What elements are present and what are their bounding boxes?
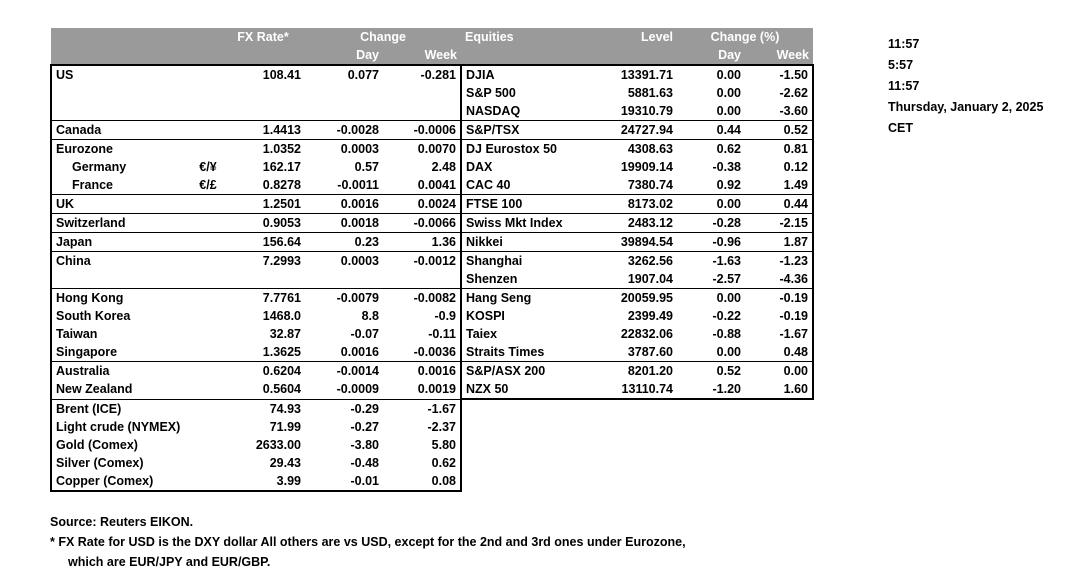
table-row (51, 454, 813, 472)
row-pair-label (195, 102, 221, 121)
row-pair-label (195, 418, 221, 436)
row-pair-label (195, 65, 221, 84)
table-row (51, 158, 813, 176)
row-change-day (305, 102, 383, 121)
clock-time-2: 5:57 (888, 58, 914, 72)
table-row (51, 362, 813, 381)
row-change-week: 2.48 (431, 160, 456, 174)
row-equity-day (677, 399, 745, 418)
row-equity-week: -4.36 (745, 270, 813, 289)
row-equity-week: 1.49 (745, 176, 813, 195)
row-change-day: 0.57 (354, 160, 379, 174)
row-equity-day: 0.00 (677, 289, 745, 308)
row-name: Canada (51, 121, 195, 140)
row-name: China (51, 252, 195, 271)
row-equity-day: -2.57 (712, 272, 741, 286)
row-equity-day: -0.22 (712, 309, 741, 323)
row-fx-rate: 3.99 (221, 472, 305, 491)
row-equity-week: 1.87 (745, 233, 813, 252)
table-row (51, 65, 813, 84)
row-equity-name: DAX (461, 158, 583, 176)
row-equity-level: 8173.02 (583, 195, 677, 214)
table-row (51, 418, 813, 436)
row-pair-label (195, 270, 221, 289)
row-equity-week: 0.00 (745, 362, 813, 381)
row-equity-name: Nikkei (461, 233, 583, 252)
row-equity-level (583, 399, 677, 418)
clock-time-3: 11:57 (888, 79, 920, 93)
row-equity-day: 0.92 (716, 178, 741, 192)
header-blank-pair-2 (195, 46, 221, 65)
table-row (51, 252, 813, 271)
row-equity-day: 0.00 (716, 104, 741, 118)
row-name: UK (51, 195, 195, 214)
row-equity-day: -0.88 (712, 327, 741, 341)
row-change-day: -0.07 (350, 327, 379, 341)
row-equity-level (583, 454, 677, 472)
row-name: Gold (Comex) (51, 436, 195, 454)
row-equity-day: -0.28 (677, 214, 745, 233)
row-change-day: 0.0018 (305, 214, 383, 233)
row-name: Japan (51, 233, 195, 252)
row-change-week: 0.0041 (417, 178, 456, 192)
row-name: Silver (Comex) (51, 454, 195, 472)
row-pair-label (195, 121, 221, 140)
row-name: Singapore (51, 343, 195, 362)
row-pair-label (195, 472, 221, 491)
row-change-day: 0.0016 (340, 345, 379, 359)
header-blank-level-2 (583, 46, 677, 65)
row-equity-week (745, 418, 813, 436)
table-row (51, 307, 813, 325)
row-fx-rate: 1.0352 (221, 140, 305, 159)
row-equity-level: 2483.12 (583, 214, 677, 233)
row-change-week: 0.62 (383, 454, 461, 472)
row-change-week (383, 270, 461, 289)
row-equity-level: 5881.63 (627, 86, 673, 100)
row-equity-level (583, 418, 677, 436)
row-pair-label (195, 140, 221, 159)
footnotes (50, 512, 686, 572)
table-row (51, 121, 813, 140)
table-header (51, 28, 813, 65)
row-change-day: -0.01 (305, 472, 383, 491)
row-equity-name: KOSPI (461, 307, 583, 325)
header-row-1 (51, 28, 813, 46)
row-equity-week (745, 472, 813, 491)
row-change-day: -3.80 (350, 438, 379, 452)
row-change-day: -0.0079 (305, 289, 383, 308)
row-equity-week: -2.15 (745, 214, 813, 233)
row-equity-week: -3.60 (745, 102, 813, 121)
row-name: Germany (51, 158, 195, 176)
row-fx-rate (221, 102, 305, 121)
row-equity-level: 20059.95 (583, 289, 677, 308)
row-equity-name (461, 472, 583, 491)
row-name: Hong Kong (51, 289, 195, 308)
row-fx-rate: 1.2501 (221, 195, 305, 214)
row-change-day (305, 84, 383, 102)
row-equity-week (745, 399, 813, 418)
table-row (51, 289, 813, 308)
row-change-week: -0.281 (383, 65, 461, 84)
row-name (51, 270, 195, 289)
row-change-day: -0.48 (350, 456, 379, 470)
row-change-week: -0.0006 (383, 121, 461, 140)
row-pair-label (195, 233, 221, 252)
row-equity-day (677, 418, 745, 436)
clock-time-1: 11:57 (888, 37, 920, 51)
row-equity-level: 3262.56 (583, 252, 677, 271)
row-change-week: 0.0019 (417, 382, 456, 397)
row-equity-level: 2399.49 (627, 309, 673, 323)
row-change-week: -0.0082 (383, 289, 461, 308)
row-equity-name (461, 436, 583, 454)
row-name: Light crude (NYMEX) (51, 418, 195, 436)
row-name: New Zealand (51, 380, 195, 399)
row-name: Copper (Comex) (51, 472, 195, 491)
row-change-week: -2.37 (383, 418, 461, 436)
row-equity-day: 0.62 (677, 140, 745, 159)
table-body (51, 65, 813, 491)
row-equity-name (461, 454, 583, 472)
row-equity-week: -0.19 (745, 289, 813, 308)
row-change-day: -0.0011 (337, 178, 379, 192)
row-change-week: 1.36 (383, 233, 461, 252)
table-row (51, 214, 813, 233)
header-blank-pair (195, 28, 221, 46)
header-day: Day (305, 46, 383, 65)
row-change-day: -0.0028 (305, 121, 383, 140)
row-change-day: 0.0003 (305, 140, 383, 159)
row-change-day: -0.0009 (336, 382, 379, 397)
row-equity-week: 0.81 (745, 140, 813, 159)
table-row (51, 343, 813, 362)
row-equity-name: Swiss Mkt Index (461, 214, 583, 233)
row-equity-day: 0.44 (677, 121, 745, 140)
footnote-line-1: * FX Rate for USD is the DXY dollar All others are vs USD, except for the 2nd and 3rd ones under Eurozone, (50, 535, 686, 549)
row-pair-label (195, 84, 221, 102)
row-fx-rate (221, 270, 305, 289)
row-equity-name: S&P/TSX (461, 121, 583, 140)
row-change-day (305, 270, 383, 289)
row-change-week: -0.0066 (383, 214, 461, 233)
row-change-week: 5.80 (383, 436, 461, 454)
row-fx-rate: 71.99 (269, 420, 301, 434)
row-change-day: 0.077 (305, 65, 383, 84)
row-change-week: 0.0024 (383, 195, 461, 214)
row-equity-day: 0.00 (677, 195, 745, 214)
row-change-day: 0.0003 (305, 252, 383, 271)
header-week: Week (383, 46, 461, 65)
row-equity-day (677, 472, 745, 491)
header-eq-week: Week (745, 46, 813, 65)
row-equity-level: 4308.63 (583, 140, 677, 159)
table-row (51, 380, 813, 399)
row-name: Australia (51, 362, 195, 381)
table-row (51, 195, 813, 214)
row-name: France (51, 176, 195, 195)
row-equity-level: 1907.04 (627, 272, 673, 286)
row-pair-label (195, 399, 221, 418)
row-pair-label: €/¥ (199, 160, 217, 174)
row-equity-name: S&P/ASX 200 (461, 362, 583, 381)
row-equity-week (745, 436, 813, 454)
row-change-day: -0.29 (305, 399, 383, 418)
table-row (51, 233, 813, 252)
row-change-week: 0.08 (383, 472, 461, 491)
table-row (51, 325, 813, 343)
row-equity-week: 0.44 (745, 195, 813, 214)
row-fx-rate: 108.41 (221, 65, 305, 84)
row-pair-label (195, 436, 221, 454)
row-equity-week: -2.62 (745, 84, 813, 102)
row-equity-day: -0.38 (712, 160, 741, 174)
clock-date: Thursday, January 2, 2025 (888, 100, 1044, 114)
row-equity-name (461, 399, 583, 418)
row-equity-name: S&P 500 (461, 84, 583, 102)
row-equity-day (677, 454, 745, 472)
row-equity-level: 13110.74 (621, 382, 673, 396)
row-equity-week: 0.12 (745, 158, 813, 176)
row-change-week: -0.11 (428, 327, 456, 341)
row-change-week: 0.0016 (383, 362, 461, 381)
row-change-week: 0.0070 (383, 140, 461, 159)
row-fx-rate: 0.5604 (262, 382, 301, 397)
header-blank-eq-2 (461, 46, 583, 65)
row-equity-level: 22832.06 (620, 327, 673, 341)
row-equity-name: NZX 50 (461, 380, 583, 399)
row-equity-level (583, 436, 677, 454)
table-row (51, 436, 813, 454)
row-pair-label (195, 289, 221, 308)
row-equity-day: -0.96 (677, 233, 745, 252)
row-equity-week: 1.60 (745, 380, 813, 399)
row-change-day: -0.0014 (305, 362, 383, 381)
row-equity-name: Taiex (461, 325, 583, 343)
row-equity-name: DJIA (461, 65, 583, 84)
row-equity-level: 3787.60 (627, 345, 673, 359)
row-equity-name: NASDAQ (461, 102, 583, 121)
row-name: South Korea (51, 307, 195, 325)
header-blank-2 (51, 46, 195, 65)
row-equity-level: 13391.71 (583, 65, 677, 84)
row-change-week: -0.0036 (413, 345, 456, 359)
row-change-week: -1.67 (383, 399, 461, 418)
row-equity-name: CAC 40 (461, 176, 583, 195)
clock-panel (888, 34, 1043, 139)
row-equity-week: -1.23 (745, 252, 813, 271)
row-fx-rate: 0.9053 (221, 214, 305, 233)
row-name: Switzerland (51, 214, 195, 233)
row-equity-level: 8201.20 (583, 362, 677, 381)
row-equity-name: Shanghai (461, 252, 583, 271)
row-equity-name: Shenzen (461, 270, 583, 289)
row-equity-week: -1.50 (745, 65, 813, 84)
row-pair-label: €/£ (199, 178, 217, 192)
row-fx-rate: 1.3625 (262, 345, 301, 359)
row-fx-rate: 1.4413 (221, 121, 305, 140)
market-table (50, 28, 814, 492)
table-row (51, 399, 813, 418)
row-name (51, 84, 195, 102)
header-fx-rate: FX Rate* (221, 28, 305, 46)
table-row (51, 140, 813, 159)
row-equity-name: FTSE 100 (461, 195, 583, 214)
row-equity-week: 0.52 (745, 121, 813, 140)
row-fx-rate: 156.64 (221, 233, 305, 252)
row-pair-label (195, 343, 221, 362)
table-row (51, 84, 813, 102)
row-pair-label (195, 325, 221, 343)
row-equity-level: 39894.54 (583, 233, 677, 252)
row-equity-name: Straits Times (461, 343, 583, 362)
row-fx-rate: 74.93 (221, 399, 305, 418)
row-fx-rate: 7.7761 (221, 289, 305, 308)
row-fx-rate: 32.87 (269, 327, 301, 341)
header-change: Change (305, 28, 461, 46)
row-equity-name: DJ Eurostox 50 (461, 140, 583, 159)
row-equity-name (461, 418, 583, 436)
clock-timezone: CET (888, 121, 913, 135)
row-equity-day (677, 436, 745, 454)
row-equity-day: -1.20 (712, 382, 741, 396)
row-fx-rate: 2633.00 (255, 438, 301, 452)
row-change-week: -0.9 (434, 309, 456, 323)
row-pair-label (195, 195, 221, 214)
source-note: Source: Reuters EIKON. (50, 515, 194, 529)
row-equity-level: 7380.74 (627, 178, 673, 192)
row-equity-day: 0.52 (677, 362, 745, 381)
row-pair-label (195, 454, 221, 472)
row-equity-week: -1.67 (745, 325, 813, 343)
header-blank-fx-2 (221, 46, 305, 65)
header-eq-day: Day (677, 46, 745, 65)
row-equity-day: 0.00 (716, 86, 741, 100)
row-name: Brent (ICE) (51, 399, 195, 418)
row-change-week: -0.0012 (383, 252, 461, 271)
row-equity-level: 19310.79 (620, 104, 673, 118)
row-equity-name: Hang Seng (461, 289, 583, 308)
row-pair-label (195, 307, 221, 325)
row-equity-week (745, 454, 813, 472)
header-equities: Equities (461, 28, 583, 46)
row-name: US (51, 65, 195, 84)
row-pair-label (195, 362, 221, 381)
row-equity-level: 24727.94 (583, 121, 677, 140)
row-equity-day: -1.63 (677, 252, 745, 271)
row-fx-rate: 0.8278 (262, 178, 301, 192)
row-equity-day: 0.00 (677, 65, 745, 84)
row-change-day: -0.27 (350, 420, 379, 434)
header-blank (51, 28, 195, 46)
row-fx-rate: 1468.0 (262, 309, 301, 323)
row-name (51, 102, 195, 121)
row-equity-day: 0.00 (716, 345, 741, 359)
row-pair-label (195, 252, 221, 271)
row-name: Taiwan (51, 325, 195, 343)
row-fx-rate (221, 84, 305, 102)
row-pair-label (195, 214, 221, 233)
row-fx-rate: 7.2993 (221, 252, 305, 271)
row-fx-rate: 0.6204 (221, 362, 305, 381)
row-fx-rate: 29.43 (269, 456, 301, 470)
row-change-day: 8.8 (361, 309, 379, 323)
row-pair-label (195, 380, 221, 399)
table-row (51, 270, 813, 289)
row-name: Eurozone (51, 140, 195, 159)
row-change-day: 0.0016 (305, 195, 383, 214)
table-row (51, 176, 813, 195)
row-change-week (383, 84, 461, 102)
row-change-week (383, 102, 461, 121)
header-change-pct: Change (%) (677, 28, 813, 46)
footnote-line-2: which are EUR/JPY and EUR/GBP. (68, 555, 271, 569)
row-equity-level (583, 472, 677, 491)
header-level: Level (583, 28, 677, 46)
table-row (51, 472, 813, 491)
row-equity-week: -0.19 (745, 307, 813, 325)
row-equity-week: 0.48 (745, 343, 813, 362)
row-equity-level: 19909.14 (620, 160, 673, 174)
table-row (51, 102, 813, 121)
row-fx-rate: 162.17 (262, 160, 301, 174)
row-change-day: 0.23 (305, 233, 383, 252)
header-row-2 (51, 46, 813, 65)
